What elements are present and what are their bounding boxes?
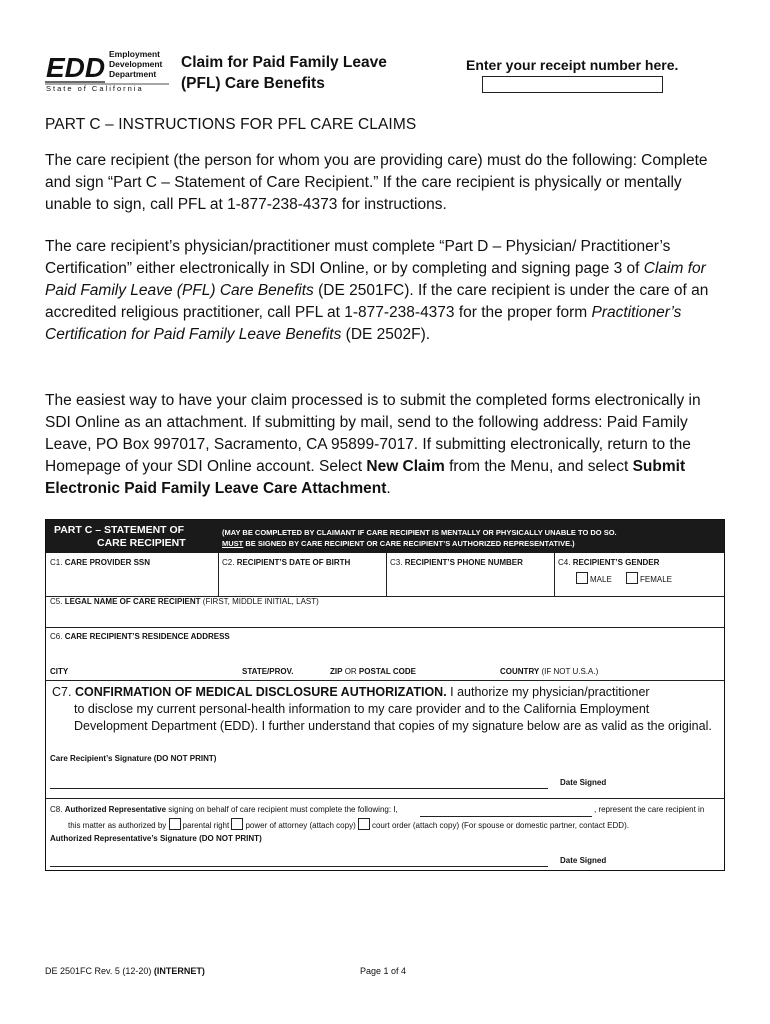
new-claim-menu-ref: New Claim bbox=[366, 458, 445, 475]
logo-line-1: Employment bbox=[109, 49, 161, 59]
c6-residence-address-label: C6. CARE RECIPIENT’S RESIDENCE ADDRESS bbox=[50, 632, 230, 641]
form-section-title: PART C – STATEMENT OF CARE RECIPIENT bbox=[54, 524, 186, 549]
instructions-heading: PART C – INSTRUCTIONS FOR PFL CARE CLAIMS bbox=[45, 116, 417, 133]
logo-state: State of California bbox=[46, 84, 144, 92]
form-revision: DE 2501FC Rev. 5 (12-20) (INTERNET) bbox=[45, 966, 205, 976]
instructions-paragraph-2: The care recipient’s physician/practitioner must complete “Part D – Physician/ Practitioner’s Certification” either electronically in SDI Online, or by completing and signing page 3 of Claim for Paid Family Leave (PFL) Care Benefits (DE 2501FC). If the care recipient is under the care of an accredited religious practitioner, call PFL at 1-877-238-4373 for the proper form Practitioner’s Certification for Paid Family Leave Benefits (DE 2502F). bbox=[45, 238, 709, 343]
date-signed-label-1: Date Signed bbox=[560, 778, 607, 787]
logo-line-2: Development bbox=[109, 59, 163, 69]
gender-female-option[interactable]: FEMALE bbox=[626, 572, 672, 584]
practitioner-form-reference: Practitioner’s Certification for Paid Family Leave Benefits bbox=[45, 304, 682, 343]
male-checkbox[interactable] bbox=[576, 572, 588, 584]
c7-medical-disclosure-authorization: C7. CONFIRMATION OF MEDICAL DISCLOSURE AUTHORIZATION. I authorize my physician/practitioner to disclose my current personal-health information to my care provider and to the California Employment Development Department (EDD). I further understand that copies of my signature below are as valid as the original. bbox=[52, 685, 712, 733]
date-signed-label-2: Date Signed bbox=[560, 856, 607, 865]
authorized-representative-signature-line[interactable] bbox=[50, 866, 548, 867]
part-c-statement-form bbox=[45, 519, 725, 871]
edd-logo bbox=[45, 48, 169, 92]
female-checkbox[interactable] bbox=[626, 572, 638, 584]
c1-care-provider-ssn-label: C1. CARE PROVIDER SSN bbox=[50, 558, 151, 567]
c8-authorization-options: this matter as authorized by parental right power of attorney (attach copy) court order (attach copy) (For spouse or domestic partner, contact EDD). bbox=[68, 818, 629, 830]
c2-date-of-birth-label: C2. RECIPIENT’S DATE OF BIRTH bbox=[222, 558, 351, 567]
c3-phone-number-label: C3. RECIPIENT’S PHONE NUMBER bbox=[390, 558, 523, 567]
parental-right-checkbox[interactable] bbox=[169, 818, 181, 830]
title-line-1: Claim for Paid Family Leave bbox=[181, 54, 387, 71]
zip-postal-label: ZIP OR POSTAL CODE bbox=[330, 667, 416, 676]
city-label: CITY bbox=[50, 667, 69, 676]
representative-name-line[interactable] bbox=[420, 816, 592, 817]
authorized-representative-signature-label: Authorized Representative’s Signature (DO NOT PRINT) bbox=[50, 834, 262, 843]
instructions-paragraph-1: The care recipient (the person for whom you are providing care) must do the following: Complete and sign “Part C – Statement of Care Recipient.” If the care recipient is physically or mentally unable to sign, call PFL at 1-877-238-4373 for instructions. bbox=[45, 152, 708, 213]
care-recipient-signature-label: Care Recipient’s Signature (DO NOT PRINT) bbox=[50, 754, 217, 763]
instructions-paragraph-3: The easiest way to have your claim processed is to submit the completed forms electronically in SDI Online as an attachment. If submitting by mail, send to the following address: Paid Family Leave, PO Box 997017, Sacramento, CA 95899-7017. If submitting electronically, return to the Homepage of your SDI Online account. Select New Claim from the Menu, and select Submit Electronic Paid Family Leave Care Attachment. bbox=[45, 392, 701, 497]
c4-gender-label: C4. RECIPIENT’S GENDER bbox=[558, 558, 660, 567]
submit-attachment-ref: Submit Electronic Paid Family Leave Care Attachment bbox=[45, 458, 686, 497]
receipt-number-input[interactable] bbox=[482, 76, 663, 93]
logo-word: EDD bbox=[46, 52, 106, 83]
form-header-bar bbox=[46, 520, 724, 553]
logo-line-3: Department bbox=[109, 69, 157, 79]
title-line-2: (PFL) Care Benefits bbox=[181, 75, 325, 92]
page-number: Page 1 of 4 bbox=[360, 966, 407, 976]
power-of-attorney-checkbox[interactable] bbox=[231, 818, 243, 830]
receipt-label: Enter your receipt number here. bbox=[466, 57, 679, 73]
form-title-reference: Claim for Paid Family Leave (PFL) Care Benefits bbox=[45, 260, 706, 299]
c8-represent-text: , represent the care recipient in bbox=[594, 805, 705, 814]
c5-legal-name-label: C5. LEGAL NAME OF CARE RECIPIENT (FIRST, MIDDLE INITIAL, LAST) bbox=[50, 597, 319, 606]
court-order-checkbox[interactable] bbox=[358, 818, 370, 830]
gender-male-option[interactable]: MALE bbox=[576, 572, 612, 584]
state-label: STATE/PROV. bbox=[242, 667, 294, 676]
document-title bbox=[181, 52, 387, 94]
country-label: COUNTRY (IF NOT U.S.A.) bbox=[500, 667, 599, 676]
form-section-note: (MAY BE COMPLETED BY CLAIMANT IF CARE RECIPIENT IS MENTALLY OR PHYSICALLY UNABLE TO DO SO. MUST BE SIGNED BY CARE RECIPIENT OR CARE RECIPIENT’S AUTHORIZED REPRESENTATIVE.) bbox=[222, 528, 617, 548]
c8-authorized-representative: C8. Authorized Representative signing on behalf of care recipient must complete the following: I, bbox=[50, 805, 398, 814]
care-recipient-signature-line[interactable] bbox=[50, 788, 548, 789]
